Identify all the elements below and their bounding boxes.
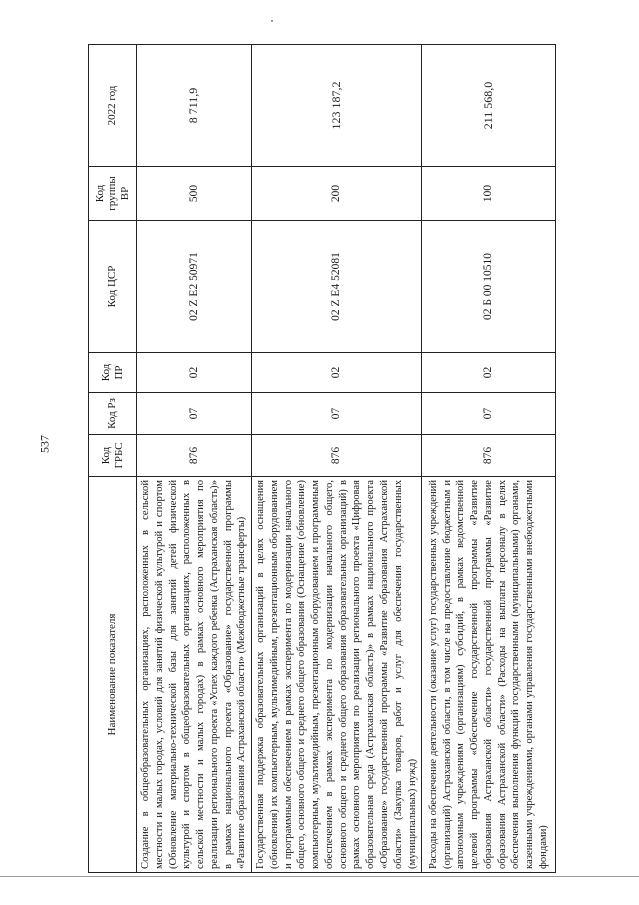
row-name: Расходы на обеспечение деятельности (оказание услуг) государственных учреждений (организаций) Астраханской области, в том числе на предоставление бюджетным и автономным учреждениям (организациям) субсидий, в рамках ведомственной целевой программы «Обеспечение государственной программы «Развитие образования Астраханской области» государственной программы «Развитие образования Астраханской области» (Расходы на выплаты персоналу в целях обеспечения выполнения функций государственными (муниципальными) органами, казенными учреждениями, органами управления государственными внебюджетными фондами) [422, 477, 556, 873]
header-pr: Код ПР [89, 353, 137, 393]
table-row [137, 45, 252, 873]
table-header-row [89, 45, 137, 873]
header-rz: Код Рз [89, 393, 137, 435]
row-value: 123 187,2 [252, 45, 422, 167]
bottom-divider [0, 876, 639, 877]
row-csr: 02 Z E4 52081 [252, 221, 422, 353]
row-csr: 02 Z E2 50971 [137, 221, 252, 353]
row-grbs: 876 [422, 435, 556, 477]
row-name: Создание в общеобразовательных организациях, расположенных в сельской местности и малых городах, условий для занятий физической культурой и спортом (Обновление материально-технической базы для занятий детей физической культурой и спортом в общеобразовательных организациях, расположенных в сельской местности и малых городах) в рамках основного мероприятия по реализации регионального проекта «Успех каждого ребенка (Астраханская область)» в рамках национального проекта «Образование» государственной программы «Развитие образования Астраханской области» (Межбюджетные трансферты) [137, 477, 252, 873]
scan-speck [271, 20, 273, 22]
row-grbs: 876 [137, 435, 252, 477]
row-rz: 07 [252, 393, 422, 435]
row-pr: 02 [252, 353, 422, 393]
header-name: Наименование показателя [89, 477, 137, 873]
row-rz: 07 [422, 393, 556, 435]
row-vr: 500 [137, 167, 252, 221]
row-pr: 02 [422, 353, 556, 393]
row-rz: 07 [137, 393, 252, 435]
row-value: 211 568,0 [422, 45, 556, 167]
header-csr: Код ЦСР [89, 221, 137, 353]
table-row [422, 45, 556, 873]
budget-table-container [88, 45, 548, 873]
header-grbs: Код ГРБС [89, 435, 137, 477]
row-grbs: 876 [252, 435, 422, 477]
row-value: 8 711,9 [137, 45, 252, 167]
table-row [252, 45, 422, 873]
row-csr: 02 Б 00 10510 [422, 221, 556, 353]
row-name: Государственная поддержка образовательных организаций в целях оснащения (обновления) их компьютерным, мультимедийным, презентационным оборудованием и программным обеспечением в рамках эксперимента по модернизации начального общего, основного общего и среднего общего образования (Оснащение (обновление) компьютерным, мультимедийным, презентационным оборудованием и программным обеспечением в рамках эксперимента по модернизации начального общего, основного общего и среднего общего образования образовательных организаций) в рамках основного мероприятия по реализации регионального проекта «Цифровая образовательная среда (Астраханская область)» в рамках национального проекта «Образование» государственной программы «Развитие образования Астраханской области» (Закупка товаров, работ и услуг для обеспечения государственных (муниципальных) нужд) [252, 477, 422, 873]
row-pr: 02 [137, 353, 252, 393]
page-number: 537 [37, 435, 52, 453]
header-vr: Код группы ВР [89, 167, 137, 221]
row-vr: 200 [252, 167, 422, 221]
header-year: 2022 год [89, 45, 137, 167]
budget-table [88, 44, 556, 873]
row-vr: 100 [422, 167, 556, 221]
